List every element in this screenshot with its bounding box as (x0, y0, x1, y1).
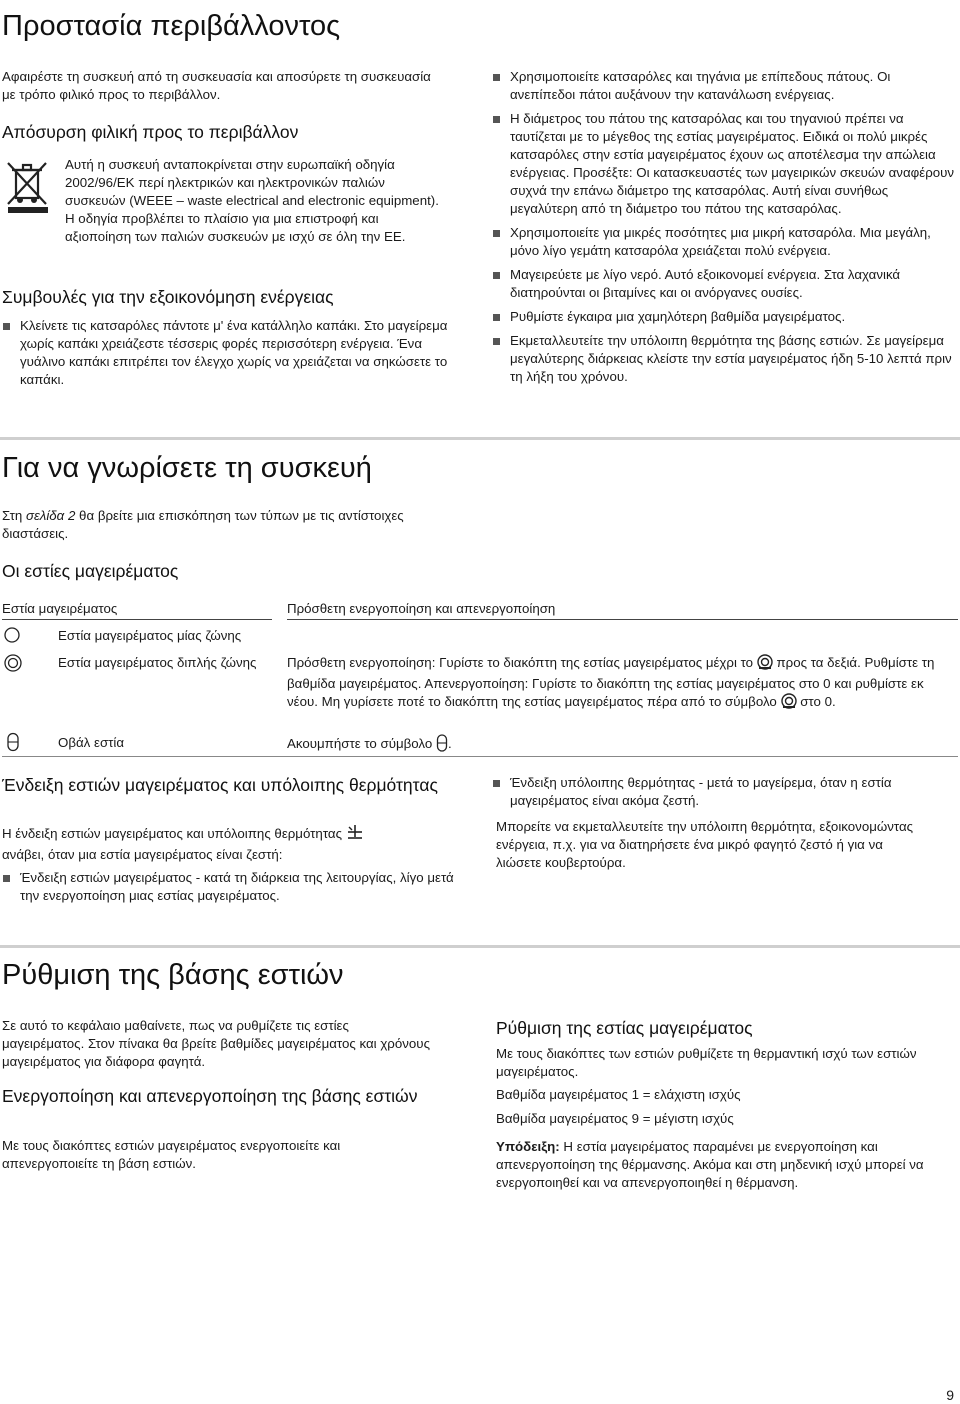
onoff-heading: Ενεργοποίηση και απενεργοποίηση της βάσης εστιών (2, 1086, 418, 1106)
list-item: Χρησιμοποιείτε για μικρές ποσότητες μια μικρή κατσαρόλα. Μια μεγάλη, μόνο λίγο γεμάτη κατσαρόλα χρειάζεται πολύ ενέργεια. (492, 224, 958, 260)
oval-zone-symbol-icon (436, 734, 448, 757)
dual-zone-icon (4, 654, 22, 677)
page-number: 9 (946, 1387, 954, 1403)
onoff-text: Με τους διακόπτες εστιών μαγειρέματος ενεργοποιείτε και απενεργοποιείτε τη βάση εστιών. (2, 1138, 341, 1171)
setup-intro: Σε αυτό το κεφάλαιο μαθαίνετε, πως να ρυθμίζετε τις εστίες μαγειρέματος. Στον πίνακα θα βρείτε βαθμίδες μαγειρέματος και χρόνους μαγειρέματος για διάφορα φαγητά. (2, 1018, 430, 1069)
weee-bin-icon (6, 160, 50, 214)
zone-setting-text: Με τους διακόπτες των εστιών ρυθμίζετε τη θερμαντική ισχύ των εστιών μαγειρέματος. (496, 1046, 917, 1079)
page-reference: σελίδα 2 (25, 508, 76, 523)
table-header-activation: Πρόσθετη ενεργοποίηση και απενεργοποίηση (287, 601, 556, 616)
zone-setting-heading: Ρύθμιση της εστίας μαγειρέματος (496, 1018, 753, 1038)
residual-list-right (492, 774, 958, 816)
list-item: Κλείνετε τις κατσαρόλες πάντοτε μ' ένα κατάλληλο καπάκι. Στο μαγείρεμα χωρίς καπάκι χρειάζεστε τέσσερις φορές περισσότερη ενέργεια. Ένα γυάλινο καπάκι επιτρέπει τον έλεγχο χωρίς να χρειάζεται να σηκώσετε το καπάκι. (2, 317, 452, 389)
table-row-single-zone: Εστία μαγειρέματος μίας ζώνης (58, 628, 242, 643)
know-intro: Στη σελίδα 2 θα βρείτε μια επισκόπηση των τύπων με τις αντίστοιχες διαστάσεις. (2, 508, 404, 541)
page-title-environment: Προστασία περιβάλλοντος (2, 10, 341, 42)
residual-heat-icon (346, 823, 364, 846)
disposal-heading: Απόσυρση φιλική προς το περιβάλλον (2, 122, 299, 142)
zones-heading: Οι εστίες μαγειρέματος (2, 561, 179, 581)
note-label: Υπόδειξη: (496, 1139, 560, 1154)
setup-note: Υπόδειξη: Η εστία μαγειρέματος παραμένει με ενεργοποίηση και απενεργοποίηση της θέρμανσης. Ακόμα και στη μηδενική ισχύ μπορεί να ενεργοποιηθεί και να απενεργοποιηθεί η θέρμανση. (496, 1139, 924, 1190)
dual-zone-symbol-icon (781, 693, 797, 714)
list-item: Χρησιμοποιείτε κατσαρόλες και τηγάνια με επίπεδους πάτους. Οι ανεπίπεδοι πάτοι αυξάνουν την κατανάλωση ενέργειας. (492, 68, 958, 104)
list-item: Εκμεταλλευτείτε την υπόλοιπη θερμότητα της βάσης εστιών. Σε μαγείρεμα μεγαλύτερης διάρκειας κλείστε την εστία μαγειρέματος ήδη 5-10 λεπτά πριν τη λήξη του χρόνου. (492, 332, 958, 386)
list-item: Η διάμετρος του πάτου της κατσαρόλας και του τηγανιού πρέπει να ταυτίζεται με το μέγεθος της εστίας μαγειρέματος. Ειδικά οι πολύ μικρές κατσαρόλες στην εστία μαγειρέματος έχουν ως αποτέλεσμα την απώλεια ενέργειας. Προσέξτε: Οι κατασκευαστές των μαγειρικών σκευών αναφέρουν συχνά την επάνω διάμετρο της κατσαρόλας. Αυτή είναι συνήθως μεγαλύτερη από τη διάμετρο του πάτου της κατσαρόλας. (492, 110, 958, 218)
single-zone-icon (4, 627, 20, 648)
list-item: Μαγειρεύετε με λίγο νερό. Αυτό εξοικονομεί ενέργεια. Στα λαχανικά διατηρούνται οι βιταμίνες και οι ανόργανες ουσίες. (492, 266, 958, 302)
env-intro: Αφαιρέστε τη συσκευή από τη συσκευασία και αποσύρετε τη συσκευασία με τρόπο φιλικό προς το περιβάλλον. (2, 69, 431, 102)
level-min: Βαθμίδα μαγειρέματος 1 = ελάχιστη ισχύς (496, 1087, 741, 1102)
section-divider (0, 945, 960, 948)
list-item: Ένδειξη εστιών μαγειρέματος - κατά τη διάρκεια της λειτουργίας, λίγο μετά την ενεργοποίηση μιας εστίας μαγειρέματος. (2, 869, 472, 905)
section-divider (0, 437, 960, 440)
dual-zone-description: Πρόσθετη ενεργοποίηση: Γυρίστε το διακόπτη της εστίας μαγειρέματος μέχρι το προς τα δεξιά. Ρυθμίστε τη βαθμίδα μαγειρέματος. Απενεργοποίηση: Γυρίστε το διακόπτη της εστίας μαγειρέματος στο 0 και ρυθμίστε εκ νέου. Μη γυρίσετε ποτέ το διακόπτη της εστίας μαγειρέματος πέρα από το σύμβολο στο 0. (287, 654, 952, 714)
page-title-setup: Ρύθμιση της βάσης εστιών (2, 959, 344, 991)
list-item: Ρυθμίστε έγκαιρα μια χαμηλότερη βαθμίδα μαγειρέματος. (492, 308, 958, 326)
energy-tips-left (2, 317, 452, 395)
disposal-text: Αυτή η συσκευή ανταποκρίνεται στην ευρωπαϊκή οδηγία 2002/96/ΕΚ περί ηλεκτρικών και ηλεκτρονικών παλιών συσκευών (WEEE – waste electrical and electronic equipment). Η οδηγία προβλέπει το πλαίσιο για μια επιστροφή και αξιοποίηση των παλιών συσκευών με ισχύ σε όλη την ΕΕ. (65, 157, 439, 244)
table-header-zone: Εστία μαγειρέματος (2, 601, 118, 616)
residual-note: Μπορείτε να εκμεταλλευτείτε την υπόλοιπη θερμότητα, εξοικονομώντας ενέργεια, π.χ. για να διατηρήσετε ένα μικρό φαγητό ζεστό ή για να λιώσετε κουβερτούρα. (496, 819, 914, 870)
oval-zone-icon (6, 732, 20, 757)
page-title-know-device: Για να γνωρίσετε τη συσκευή (2, 452, 372, 484)
dual-zone-symbol-icon (757, 654, 773, 675)
oval-zone-description: Ακουμπήστε το σύμβολο . (287, 734, 452, 757)
residual-heading: Ένδειξη εστιών μαγειρέματος και υπόλοιπης θερμότητας (2, 775, 438, 795)
list-item: Ένδειξη υπόλοιπης θερμότητας - μετά το μαγείρεμα, όταν η εστία μαγειρέματος είναι ακόμα ζεστή. (492, 774, 958, 810)
energy-tips-right (492, 68, 958, 392)
energy-heading: Συμβουλές για την εξοικονόμηση ενέργειας (2, 287, 334, 307)
residual-intro: Η ένδειξη εστιών μαγειρέματος και υπόλοιπης θερμότητας ανάβει, όταν μια εστία μαγειρέματος είναι ζεστή: (2, 823, 462, 864)
level-max: Βαθμίδα μαγειρέματος 9 = μέγιστη ισχύς (496, 1111, 734, 1126)
table-row-oval-zone: Οβάλ εστία (58, 735, 125, 750)
residual-list-left (2, 869, 472, 911)
table-row-dual-zone: Εστία μαγειρέματος διπλής ζώνης (58, 655, 257, 670)
